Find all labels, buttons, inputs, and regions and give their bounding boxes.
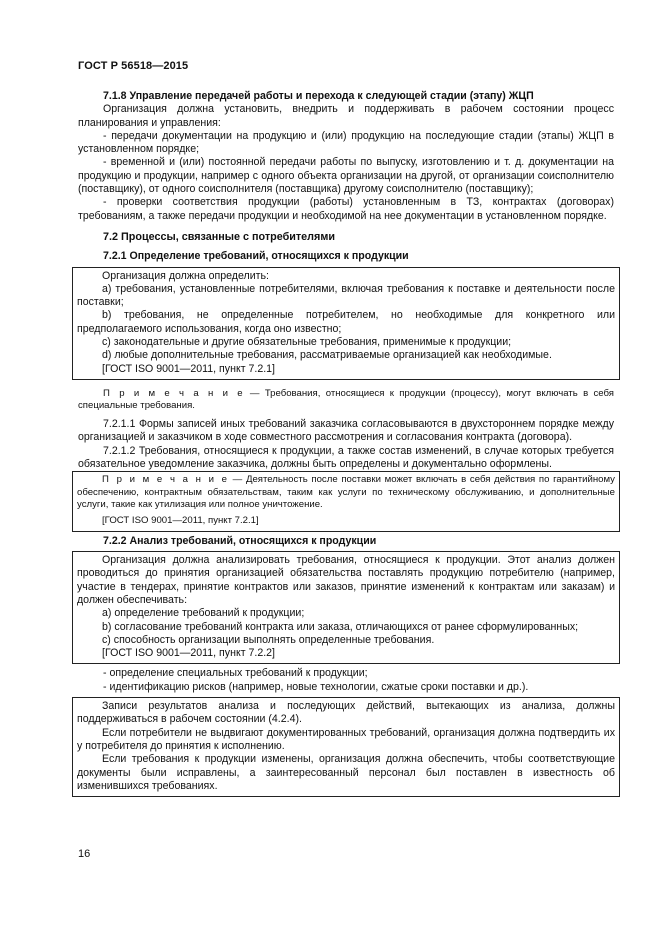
- list-item: - проверки соответствия продукции (работы) установленным в ТЗ, контрактах (договорах) требованиям, а также передачи продукции и необходимой на нее документации в установленном порядке.: [78, 196, 614, 222]
- box-reference: [ГОСТ ISO 9001—2011, пункт 7.2.2]: [102, 647, 275, 660]
- paragraph-7-2-1-1: 7.2.1.1 Формы записей иных требований заказчика согласовываются в двухстороннем порядке между организацией и заказчиком в ходе совместного рассмотрения и согласования контракта (договора).: [78, 417, 614, 444]
- note-label: П р и м е ч а н и е: [103, 387, 245, 399]
- page-number: 16: [78, 848, 91, 860]
- list-item: a) требования, установленные потребителями, включая требования к поставке и деятельности после поставки;: [77, 282, 615, 309]
- page-content: [78, 90, 614, 797]
- list-item: b) согласование требований контракта или заказа, отличающихся от ранее сформулированных;: [102, 620, 579, 633]
- list-item: - временной и (или) постоянной передачи работы по выпуску, изготовлению и т. д. документации на продукцию и продукции, например с одного объекта организации на другой, от организации соисполнителю (поставщику), от одного соисполнителя (поставщика) другому соисполнителю (поставщику);: [78, 156, 614, 196]
- box-paragraph: Записи результатов анализа и последующих действий, вытекающих из анализа, должны поддерживаться в рабочем состоянии (4.2.4).: [77, 700, 615, 726]
- paragraph-7-2-1-2: 7.2.1.2 Требования, относящиеся к продукции, а также состав изменений, в случае которых требуется обязательное уведомление заказчика, должны быть определены и документально оформлены.: [78, 444, 614, 470]
- list-item: b) требования, не определенные потребителем, но необходимые для конкретного или предполагаемого использования, когда оно известно;: [77, 309, 615, 335]
- section-7-2-1-heading: 7.2.1 Определение требований, относящихся к продукции: [103, 250, 409, 263]
- section-7-2-2-heading: 7.2.2 Анализ требований, относящихся к продукции: [103, 534, 377, 547]
- list-item: a) определение требований к продукции;: [102, 607, 305, 620]
- note-label: П р и м е ч а н и е: [102, 474, 229, 486]
- box-reference: [ГОСТ ISO 9001—2011, пункт 7.2.1]: [102, 362, 275, 375]
- section-7-1-8-intro: Организация должна установить, внедрить и поддерживать в рабочем состоянии процесс планирования и управления:: [78, 103, 614, 129]
- box-paragraph: Если требования к продукции изменены, организация должна обеспечить, чтобы соответствующие документы были исправлены, а заинтересованный персонал был поставлен в известность об изменившихся требованиях.: [77, 753, 615, 792]
- note-text: — Деятельность после поставки может включать в себя действия по гарантийному обеспечению, контрактным обязательствам, таким как услуги по техническому обслуживанию, и дополнительные услуги, такие как утилизация или полное уничтожение.: [77, 474, 615, 510]
- box-intro: Организация должна определить:: [102, 269, 269, 282]
- list-item: - определение специальных требований к продукции;: [103, 667, 368, 680]
- box-reference: [ГОСТ ISO 9001—2011, пункт 7.2.1]: [102, 515, 259, 527]
- section-7-2-heading: 7.2 Процессы, связанные с потребителями: [103, 230, 335, 243]
- list-item: c) способность организации выполнять определенные требования.: [102, 633, 435, 646]
- box-paragraph: Если потребители не выдвигают документированных требований, организация должна подтвердить их у потребителя до принятия к исполнению.: [77, 726, 615, 752]
- list-item: - идентификацию рисков (например, новые технологии, сжатые сроки поставки и др.).: [103, 680, 529, 693]
- note-7-2-1: [78, 388, 614, 412]
- section-7-1-8-heading: 7.1.8 Управление передачей работы и перехода к следующей стадии (этапу) ЖЦП: [103, 90, 534, 102]
- standard-header: ГОСТ Р 56518—2015: [78, 60, 189, 72]
- quote-box-7-2-1: [72, 267, 620, 380]
- boxed-note: [77, 474, 615, 511]
- note-box-7-2-1: [72, 471, 620, 532]
- quote-box-7-2-2-records: [72, 697, 620, 797]
- list-item: d) любые дополнительные требования, рассматриваемые организацией как необходимые.: [102, 349, 552, 362]
- box-intro: Организация должна анализировать требования, относящиеся к продукции. Этот анализ должен проводиться до принятия организацией обязательства поставлять продукцию потребителю (например, участие в тендерах, принятие контрактов или заказов, принятие изменений к контрактам или заказам) и должен обеспечивать:: [77, 554, 615, 606]
- quote-box-7-2-2: [72, 551, 620, 664]
- note-text: — Требования, относящиеся к продукции (процессу), могут включать в себя специальные требования.: [78, 387, 614, 411]
- list-item: c) законодательные и другие обязательные требования, применимые к продукции;: [102, 336, 512, 349]
- list-item: - передачи документации на продукцию и (или) продукцию на последующие стадии (этапы) ЖЦП в установленном порядке;: [78, 129, 614, 156]
